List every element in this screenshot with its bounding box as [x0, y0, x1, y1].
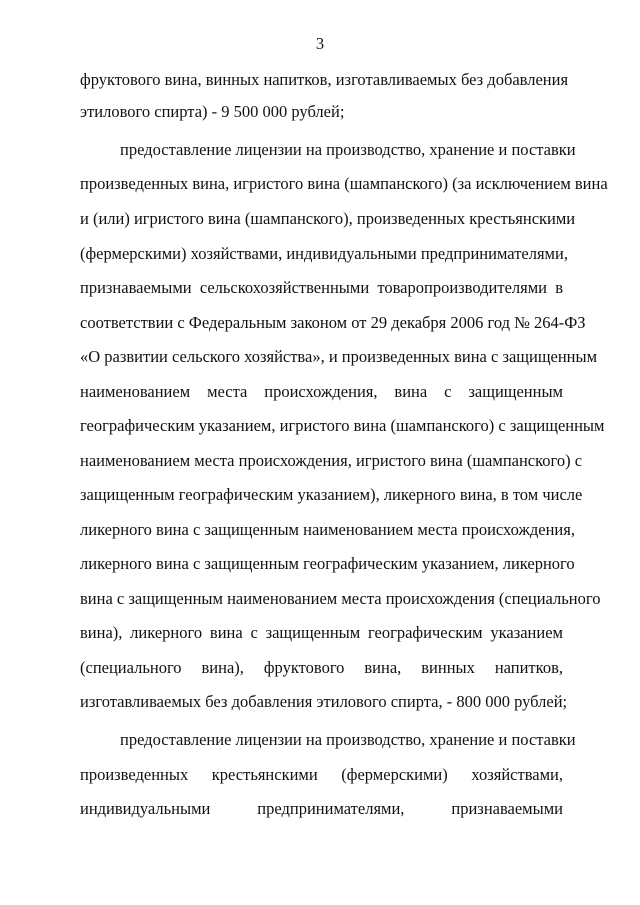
- page-number: 3: [315, 34, 325, 53]
- text-line: вина), ликерного вина с защищенным географическим указанием: [80, 623, 563, 642]
- text-line: «О развитии сельского хозяйства», и произведенных вина с защищенным: [80, 347, 598, 366]
- text-line: и (или) игристого вина (шампанского), произведенных крестьянскими: [80, 209, 576, 228]
- text-line: соответствии с Федеральным законом от 29 декабря 2006 год № 264-ФЗ: [80, 313, 586, 332]
- text-line: предоставление лицензии на производство, хранение и поставки: [120, 730, 576, 749]
- text-line: географическим указанием, игристого вина (шампанского) с защищенным: [80, 416, 605, 435]
- text-line: признаваемыми сельскохозяйственными товаропроизводителями в: [80, 278, 563, 297]
- text-line: (специального вина), фруктового вина, винных напитков,: [80, 658, 563, 677]
- text-line: произведенных вина, игристого вина (шампанского) (за исключением вина: [80, 174, 608, 193]
- text-line: индивидуальными предпринимателями, признаваемыми: [80, 799, 563, 818]
- text-line: фруктового вина, винных напитков, изготавливаемых без добавления: [80, 70, 569, 89]
- text-line: изготавливаемых без добавления этилового спирта, - 800 000 рублей;: [80, 692, 568, 711]
- text-line: защищенным географическим указанием), ликерного вина, в том числе: [80, 485, 583, 504]
- text-line: ликерного вина с защищенным географическим указанием, ликерного: [80, 554, 575, 573]
- text-line: этилового спирта) - 9 500 000 рублей;: [80, 102, 345, 121]
- text-line: наименованием места происхождения, игристого вина (шампанского) с: [80, 451, 583, 470]
- text-line: произведенных крестьянскими (фермерскими) хозяйствами,: [80, 765, 563, 784]
- text-line: предоставление лицензии на производство, хранение и поставки: [120, 140, 576, 159]
- text-line: наименованием места происхождения, вина с защищенным: [80, 382, 563, 401]
- text-line: вина с защищенным наименованием места происхождения (специального: [80, 589, 601, 608]
- text-line: (фермерскими) хозяйствами, индивидуальными предпринимателями,: [80, 244, 568, 263]
- text-line: ликерного вина с защищенным наименованием места происхождения,: [80, 520, 575, 539]
